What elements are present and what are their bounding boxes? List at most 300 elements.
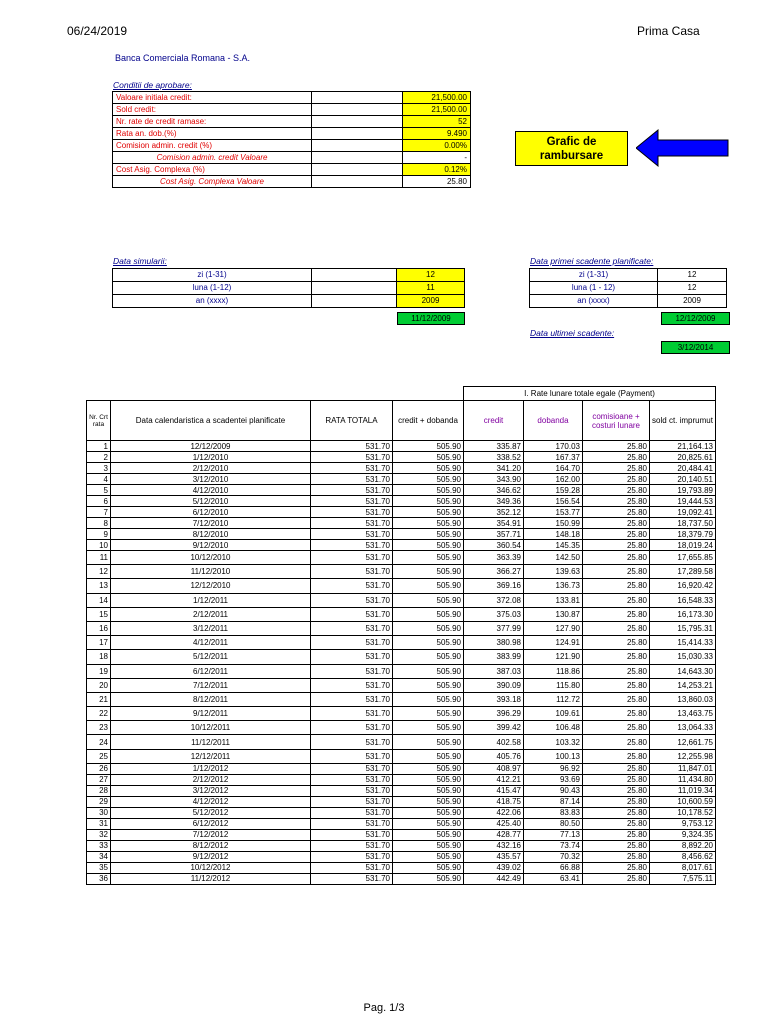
schedule-row — [87, 441, 716, 452]
cell-date: 9/12/2012 — [111, 851, 311, 862]
cell-credit: 335.87 — [464, 441, 524, 452]
cell-sold: 16,920.42 — [650, 579, 716, 593]
cell-nr: 5 — [87, 485, 111, 496]
cell-dobanda: 139.63 — [524, 565, 583, 579]
cell-credit: 428.77 — [464, 829, 524, 840]
cell-credit-dobanda: 505.90 — [393, 540, 464, 551]
cell-dobanda: 159.28 — [524, 485, 583, 496]
first_due-row — [530, 295, 727, 308]
schedule-row — [87, 650, 716, 664]
first-due-date-result: 12/12/2009 — [661, 312, 730, 325]
first_due-label: zi (1-31) — [530, 269, 658, 282]
cell-credit-dobanda: 505.90 — [393, 796, 464, 807]
condition-row — [113, 152, 471, 164]
cell-credit-dobanda: 505.90 — [393, 840, 464, 851]
schedule-row — [87, 551, 716, 565]
cell-credit-dobanda: 505.90 — [393, 721, 464, 735]
cell-date: 11/12/2012 — [111, 873, 311, 884]
cell-credit-dobanda: 505.90 — [393, 818, 464, 829]
cell-total: 531.70 — [311, 518, 393, 529]
cell-nr: 8 — [87, 518, 111, 529]
conditions-table — [112, 91, 471, 188]
cell-credit-dobanda: 505.90 — [393, 851, 464, 862]
condition-value[interactable]: 21,500.00 — [403, 104, 471, 116]
cell-total: 531.70 — [311, 840, 393, 851]
print-date: 06/24/2019 — [67, 24, 128, 38]
cell-total: 531.70 — [311, 807, 393, 818]
condition-label: Cost Asig. Complexa Valoare — [113, 176, 312, 188]
cell-date: 4/12/2011 — [111, 636, 311, 650]
cell-sold: 13,860.03 — [650, 692, 716, 706]
cell-total: 531.70 — [311, 463, 393, 474]
cell-dobanda: 63.41 — [524, 873, 583, 884]
cell-comisioane: 25.80 — [583, 650, 650, 664]
cell-credit: 393.18 — [464, 692, 524, 706]
condition-label: Nr. rate de credit ramase: — [113, 116, 312, 128]
schedule-row — [87, 518, 716, 529]
schedule-row — [87, 735, 716, 749]
cell-total: 531.70 — [311, 818, 393, 829]
last-due-title: Data ultimei scadente: — [530, 328, 615, 338]
cell-date: 10/12/2012 — [111, 862, 311, 873]
cell-credit: 412.21 — [464, 774, 524, 785]
cell-credit: 399.42 — [464, 721, 524, 735]
cell-comisioane: 25.80 — [583, 463, 650, 474]
cell-dobanda: 109.61 — [524, 707, 583, 721]
cell-credit: 346.62 — [464, 485, 524, 496]
cell-dobanda: 77.13 — [524, 829, 583, 840]
cell-sold: 14,253.21 — [650, 678, 716, 692]
cell-date: 8/12/2010 — [111, 529, 311, 540]
condition-label: Sold credit: — [113, 104, 312, 116]
cell-dobanda: 106.48 — [524, 721, 583, 735]
cell-credit: 369.16 — [464, 579, 524, 593]
schedule-row — [87, 636, 716, 650]
cell-nr: 31 — [87, 818, 111, 829]
cell-credit: 375.03 — [464, 607, 524, 621]
schedule-row — [87, 485, 716, 496]
cell-comisioane: 25.80 — [583, 721, 650, 735]
cell-sold: 14,643.30 — [650, 664, 716, 678]
cell-comisioane: 25.80 — [583, 774, 650, 785]
cell-sold: 15,795.31 — [650, 621, 716, 635]
schedule-row — [87, 707, 716, 721]
condition-label: Comision admin. credit Valoare — [113, 152, 312, 164]
cell-comisioane: 25.80 — [583, 735, 650, 749]
cell-date: 12/12/2010 — [111, 579, 311, 593]
cell-sold: 10,178.52 — [650, 807, 716, 818]
cell-nr: 17 — [87, 636, 111, 650]
condition-row — [113, 104, 471, 116]
cell-credit: 341.20 — [464, 463, 524, 474]
payment-group-header: I. Rate lunare totale egale (Payment) — [464, 387, 716, 401]
cell-dobanda: 145.35 — [524, 540, 583, 551]
cell-credit: 363.39 — [464, 551, 524, 565]
cell-credit-dobanda: 505.90 — [393, 463, 464, 474]
simulation-row — [113, 269, 465, 282]
cell-nr: 14 — [87, 593, 111, 607]
cell-sold: 21,164.13 — [650, 441, 716, 452]
cell-comisioane: 25.80 — [583, 474, 650, 485]
cell-total: 531.70 — [311, 692, 393, 706]
cell-credit: 408.97 — [464, 763, 524, 774]
simulation-row — [113, 295, 465, 308]
cell-date: 7/12/2012 — [111, 829, 311, 840]
cell-sold: 15,030.33 — [650, 650, 716, 664]
schedule-row — [87, 452, 716, 463]
cell-date: 3/12/2011 — [111, 621, 311, 635]
cell-nr: 36 — [87, 873, 111, 884]
cell-credit-dobanda: 505.90 — [393, 452, 464, 463]
cell-dobanda: 87.14 — [524, 796, 583, 807]
cell-dobanda: 164.70 — [524, 463, 583, 474]
cell-credit-dobanda: 505.90 — [393, 551, 464, 565]
simulation-date-result: 11/12/2009 — [397, 312, 465, 325]
cell-comisioane: 25.80 — [583, 496, 650, 507]
cell-total: 531.70 — [311, 474, 393, 485]
cell-nr: 7 — [87, 507, 111, 518]
schedule-row — [87, 785, 716, 796]
grafic-button-label: Grafic de rambursare — [539, 136, 604, 162]
schedule-row — [87, 829, 716, 840]
cell-nr: 3 — [87, 463, 111, 474]
condition-row — [113, 176, 471, 188]
cell-date: 12/12/2009 — [111, 441, 311, 452]
first-due-table — [529, 268, 727, 308]
schedule-row — [87, 749, 716, 763]
cell-credit: 377.99 — [464, 621, 524, 635]
cell-sold: 17,289.58 — [650, 565, 716, 579]
schedule-row — [87, 818, 716, 829]
cell-comisioane: 25.80 — [583, 873, 650, 884]
cell-nr: 29 — [87, 796, 111, 807]
first_due-value[interactable]: 2009 — [658, 295, 727, 308]
cell-total: 531.70 — [311, 565, 393, 579]
condition-spacer — [312, 92, 403, 104]
first-due-title: Data primei scadente planificate: — [530, 256, 654, 266]
condition-spacer — [312, 128, 403, 140]
cell-date: 3/12/2010 — [111, 474, 311, 485]
simulation-value[interactable]: 11 — [397, 282, 465, 295]
cell-comisioane: 25.80 — [583, 485, 650, 496]
condition-spacer — [312, 164, 403, 176]
schedule-row — [87, 678, 716, 692]
cell-comisioane: 25.80 — [583, 607, 650, 621]
cell-nr: 1 — [87, 441, 111, 452]
schedule-row — [87, 607, 716, 621]
cell-date: 8/12/2012 — [111, 840, 311, 851]
cell-credit: 354.91 — [464, 518, 524, 529]
cell-comisioane: 25.80 — [583, 529, 650, 540]
cell-total: 531.70 — [311, 452, 393, 463]
cell-total: 531.70 — [311, 749, 393, 763]
condition-row — [113, 128, 471, 140]
condition-label: Comision admin. credit (%) — [113, 140, 312, 152]
grafic-rambursare-button[interactable] — [515, 131, 628, 166]
cell-credit-dobanda: 505.90 — [393, 692, 464, 706]
cell-dobanda: 66.88 — [524, 862, 583, 873]
first_due-label: luna (1 - 12) — [530, 282, 658, 295]
cell-sold: 9,324.35 — [650, 829, 716, 840]
cell-credit-dobanda: 505.90 — [393, 707, 464, 721]
cell-comisioane: 25.80 — [583, 551, 650, 565]
cell-total: 531.70 — [311, 873, 393, 884]
cell-credit-dobanda: 505.90 — [393, 441, 464, 452]
cell-nr: 30 — [87, 807, 111, 818]
cell-credit-dobanda: 505.90 — [393, 735, 464, 749]
cell-comisioane: 25.80 — [583, 636, 650, 650]
cell-comisioane: 25.80 — [583, 829, 650, 840]
cell-total: 531.70 — [311, 621, 393, 635]
cell-dobanda: 70.32 — [524, 851, 583, 862]
cell-comisioane: 25.80 — [583, 818, 650, 829]
cell-comisioane: 25.80 — [583, 518, 650, 529]
condition-value[interactable]: 21,500.00 — [403, 92, 471, 104]
condition-value[interactable]: - — [403, 152, 471, 164]
cell-comisioane: 25.80 — [583, 565, 650, 579]
schedule-row — [87, 763, 716, 774]
schedule-row — [87, 692, 716, 706]
cell-total: 531.70 — [311, 829, 393, 840]
cell-credit: 418.75 — [464, 796, 524, 807]
cell-total: 531.70 — [311, 593, 393, 607]
schedule-row — [87, 621, 716, 635]
cell-dobanda: 80.50 — [524, 818, 583, 829]
cell-dobanda: 83.83 — [524, 807, 583, 818]
cell-dobanda: 156.54 — [524, 496, 583, 507]
cell-dobanda: 170.03 — [524, 441, 583, 452]
simulation-spacer — [312, 295, 397, 308]
cell-comisioane: 25.80 — [583, 796, 650, 807]
cell-nr: 25 — [87, 749, 111, 763]
cell-comisioane: 25.80 — [583, 840, 650, 851]
cell-comisioane: 25.80 — [583, 749, 650, 763]
cell-dobanda: 153.77 — [524, 507, 583, 518]
schedule-row — [87, 565, 716, 579]
cell-nr: 20 — [87, 678, 111, 692]
cell-date: 11/12/2011 — [111, 735, 311, 749]
cell-total: 531.70 — [311, 507, 393, 518]
cell-nr: 22 — [87, 707, 111, 721]
cell-date: 5/12/2012 — [111, 807, 311, 818]
simulation-title: Data simularii: — [113, 256, 167, 266]
cell-dobanda: 150.99 — [524, 518, 583, 529]
condition-row — [113, 116, 471, 128]
condition-value[interactable]: 25.80 — [403, 176, 471, 188]
cell-comisioane: 25.80 — [583, 452, 650, 463]
cell-comisioane: 25.80 — [583, 678, 650, 692]
cell-date: 2/12/2012 — [111, 774, 311, 785]
cell-credit-dobanda: 505.90 — [393, 593, 464, 607]
cell-total: 531.70 — [311, 664, 393, 678]
cell-credit: 366.27 — [464, 565, 524, 579]
cell-comisioane: 25.80 — [583, 593, 650, 607]
cell-credit: 439.02 — [464, 862, 524, 873]
cell-credit-dobanda: 505.90 — [393, 507, 464, 518]
cell-comisioane: 25.80 — [583, 785, 650, 796]
cell-credit-dobanda: 505.90 — [393, 650, 464, 664]
cell-nr: 34 — [87, 851, 111, 862]
cell-credit-dobanda: 505.90 — [393, 763, 464, 774]
cell-date: 7/12/2010 — [111, 518, 311, 529]
cell-sold: 18,737.50 — [650, 518, 716, 529]
cell-nr: 24 — [87, 735, 111, 749]
cell-comisioane: 25.80 — [583, 621, 650, 635]
cell-total: 531.70 — [311, 529, 393, 540]
cell-sold: 16,173.30 — [650, 607, 716, 621]
cell-dobanda: 167.37 — [524, 452, 583, 463]
cell-credit-dobanda: 505.90 — [393, 678, 464, 692]
simulation-spacer — [312, 269, 397, 282]
cell-nr: 6 — [87, 496, 111, 507]
cell-comisioane: 25.80 — [583, 441, 650, 452]
condition-spacer — [312, 152, 403, 164]
cell-credit: 415.47 — [464, 785, 524, 796]
cell-dobanda: 148.18 — [524, 529, 583, 540]
cell-date: 9/12/2011 — [111, 707, 311, 721]
cell-nr: 32 — [87, 829, 111, 840]
cell-nr: 13 — [87, 579, 111, 593]
cell-total: 531.70 — [311, 540, 393, 551]
cell-sold: 8,017.61 — [650, 862, 716, 873]
cell-total: 531.70 — [311, 485, 393, 496]
cell-dobanda: 127.90 — [524, 621, 583, 635]
simulation-label: zi (1-31) — [113, 269, 312, 282]
cell-nr: 19 — [87, 664, 111, 678]
cell-total: 531.70 — [311, 441, 393, 452]
cell-total: 531.70 — [311, 551, 393, 565]
cell-nr: 10 — [87, 540, 111, 551]
cell-nr: 28 — [87, 785, 111, 796]
cell-credit-dobanda: 505.90 — [393, 664, 464, 678]
cell-credit: 405.76 — [464, 749, 524, 763]
simulation-value[interactable]: 12 — [397, 269, 465, 282]
cell-nr: 27 — [87, 774, 111, 785]
first_due-value[interactable]: 12 — [658, 269, 727, 282]
cell-total: 531.70 — [311, 636, 393, 650]
cell-dobanda: 142.50 — [524, 551, 583, 565]
cell-total: 531.70 — [311, 678, 393, 692]
cell-sold: 20,825.61 — [650, 452, 716, 463]
schedule-row — [87, 851, 716, 862]
cell-dobanda: 130.87 — [524, 607, 583, 621]
condition-row — [113, 140, 471, 152]
cell-dobanda: 90.43 — [524, 785, 583, 796]
cell-date: 8/12/2011 — [111, 692, 311, 706]
simulation-spacer — [312, 282, 397, 295]
first_due-value[interactable]: 12 — [658, 282, 727, 295]
cell-dobanda: 112.72 — [524, 692, 583, 706]
cell-credit: 352.12 — [464, 507, 524, 518]
cell-dobanda: 73.74 — [524, 840, 583, 851]
cell-sold: 13,463.75 — [650, 707, 716, 721]
last-due-date-value: 3/12/2014 — [661, 341, 730, 354]
cell-date: 10/12/2010 — [111, 551, 311, 565]
cell-date: 1/12/2010 — [111, 452, 311, 463]
schedule-row — [87, 721, 716, 735]
cell-sold: 16,548.33 — [650, 593, 716, 607]
cell-sold: 11,019.34 — [650, 785, 716, 796]
cell-credit-dobanda: 505.90 — [393, 474, 464, 485]
cell-credit: 396.29 — [464, 707, 524, 721]
condition-spacer — [312, 104, 403, 116]
schedule-row — [87, 496, 716, 507]
cell-credit-dobanda: 505.90 — [393, 807, 464, 818]
cell-nr: 16 — [87, 621, 111, 635]
cell-credit: 343.90 — [464, 474, 524, 485]
cell-comisioane: 25.80 — [583, 664, 650, 678]
cell-total: 531.70 — [311, 774, 393, 785]
condition-value[interactable]: 0.12% — [403, 164, 471, 176]
cell-nr: 9 — [87, 529, 111, 540]
cell-sold: 15,414.33 — [650, 636, 716, 650]
cell-total: 531.70 — [311, 707, 393, 721]
cell-comisioane: 25.80 — [583, 507, 650, 518]
cell-credit-dobanda: 505.90 — [393, 785, 464, 796]
cell-total: 531.70 — [311, 579, 393, 593]
cell-sold: 12,661.75 — [650, 735, 716, 749]
cell-sold: 11,434.80 — [650, 774, 716, 785]
cell-credit: 435.57 — [464, 851, 524, 862]
cell-nr: 21 — [87, 692, 111, 706]
document-title: Prima Casa — [637, 24, 700, 38]
condition-value[interactable]: 0.00% — [403, 140, 471, 152]
condition-label: Rata an. dob.(%) — [113, 128, 312, 140]
col-total: RATA TOTALA — [311, 401, 393, 441]
cell-total: 531.70 — [311, 796, 393, 807]
conditions-title: Conditii de aprobare: — [113, 80, 192, 90]
cell-date: 6/12/2010 — [111, 507, 311, 518]
cell-credit-dobanda: 505.90 — [393, 485, 464, 496]
cell-credit-dobanda: 505.90 — [393, 496, 464, 507]
first_due-label: an (xxxx) — [530, 295, 658, 308]
cell-date: 7/12/2011 — [111, 678, 311, 692]
condition-value[interactable]: 52 — [403, 116, 471, 128]
cell-nr: 23 — [87, 721, 111, 735]
simulation-value[interactable]: 2009 — [397, 295, 465, 308]
cell-credit: 357.71 — [464, 529, 524, 540]
cell-dobanda: 93.69 — [524, 774, 583, 785]
schedule-row — [87, 463, 716, 474]
condition-value[interactable]: 9.490 — [403, 128, 471, 140]
cell-total: 531.70 — [311, 721, 393, 735]
simulation-label: luna (1-12) — [113, 282, 312, 295]
cell-comisioane: 25.80 — [583, 862, 650, 873]
condition-label: Valoare initiala credit: — [113, 92, 312, 104]
cell-credit-dobanda: 505.90 — [393, 862, 464, 873]
cell-credit-dobanda: 505.90 — [393, 774, 464, 785]
cell-dobanda: 103.32 — [524, 735, 583, 749]
cell-credit-dobanda: 505.90 — [393, 636, 464, 650]
cell-dobanda: 115.80 — [524, 678, 583, 692]
cell-dobanda: 118.86 — [524, 664, 583, 678]
cell-nr: 4 — [87, 474, 111, 485]
col-dobanda: dobanda — [524, 401, 583, 441]
cell-dobanda: 162.00 — [524, 474, 583, 485]
col-credit: credit — [464, 401, 524, 441]
cell-credit-dobanda: 505.90 — [393, 579, 464, 593]
cell-credit: 360.54 — [464, 540, 524, 551]
cell-sold: 9,753.12 — [650, 818, 716, 829]
cell-sold: 18,379.79 — [650, 529, 716, 540]
cell-sold: 12,255.98 — [650, 749, 716, 763]
cell-credit: 402.58 — [464, 735, 524, 749]
schedule-row — [87, 796, 716, 807]
cell-date: 10/12/2011 — [111, 721, 311, 735]
cell-dobanda: 100.13 — [524, 749, 583, 763]
cell-comisioane: 25.80 — [583, 763, 650, 774]
schedule-row — [87, 540, 716, 551]
